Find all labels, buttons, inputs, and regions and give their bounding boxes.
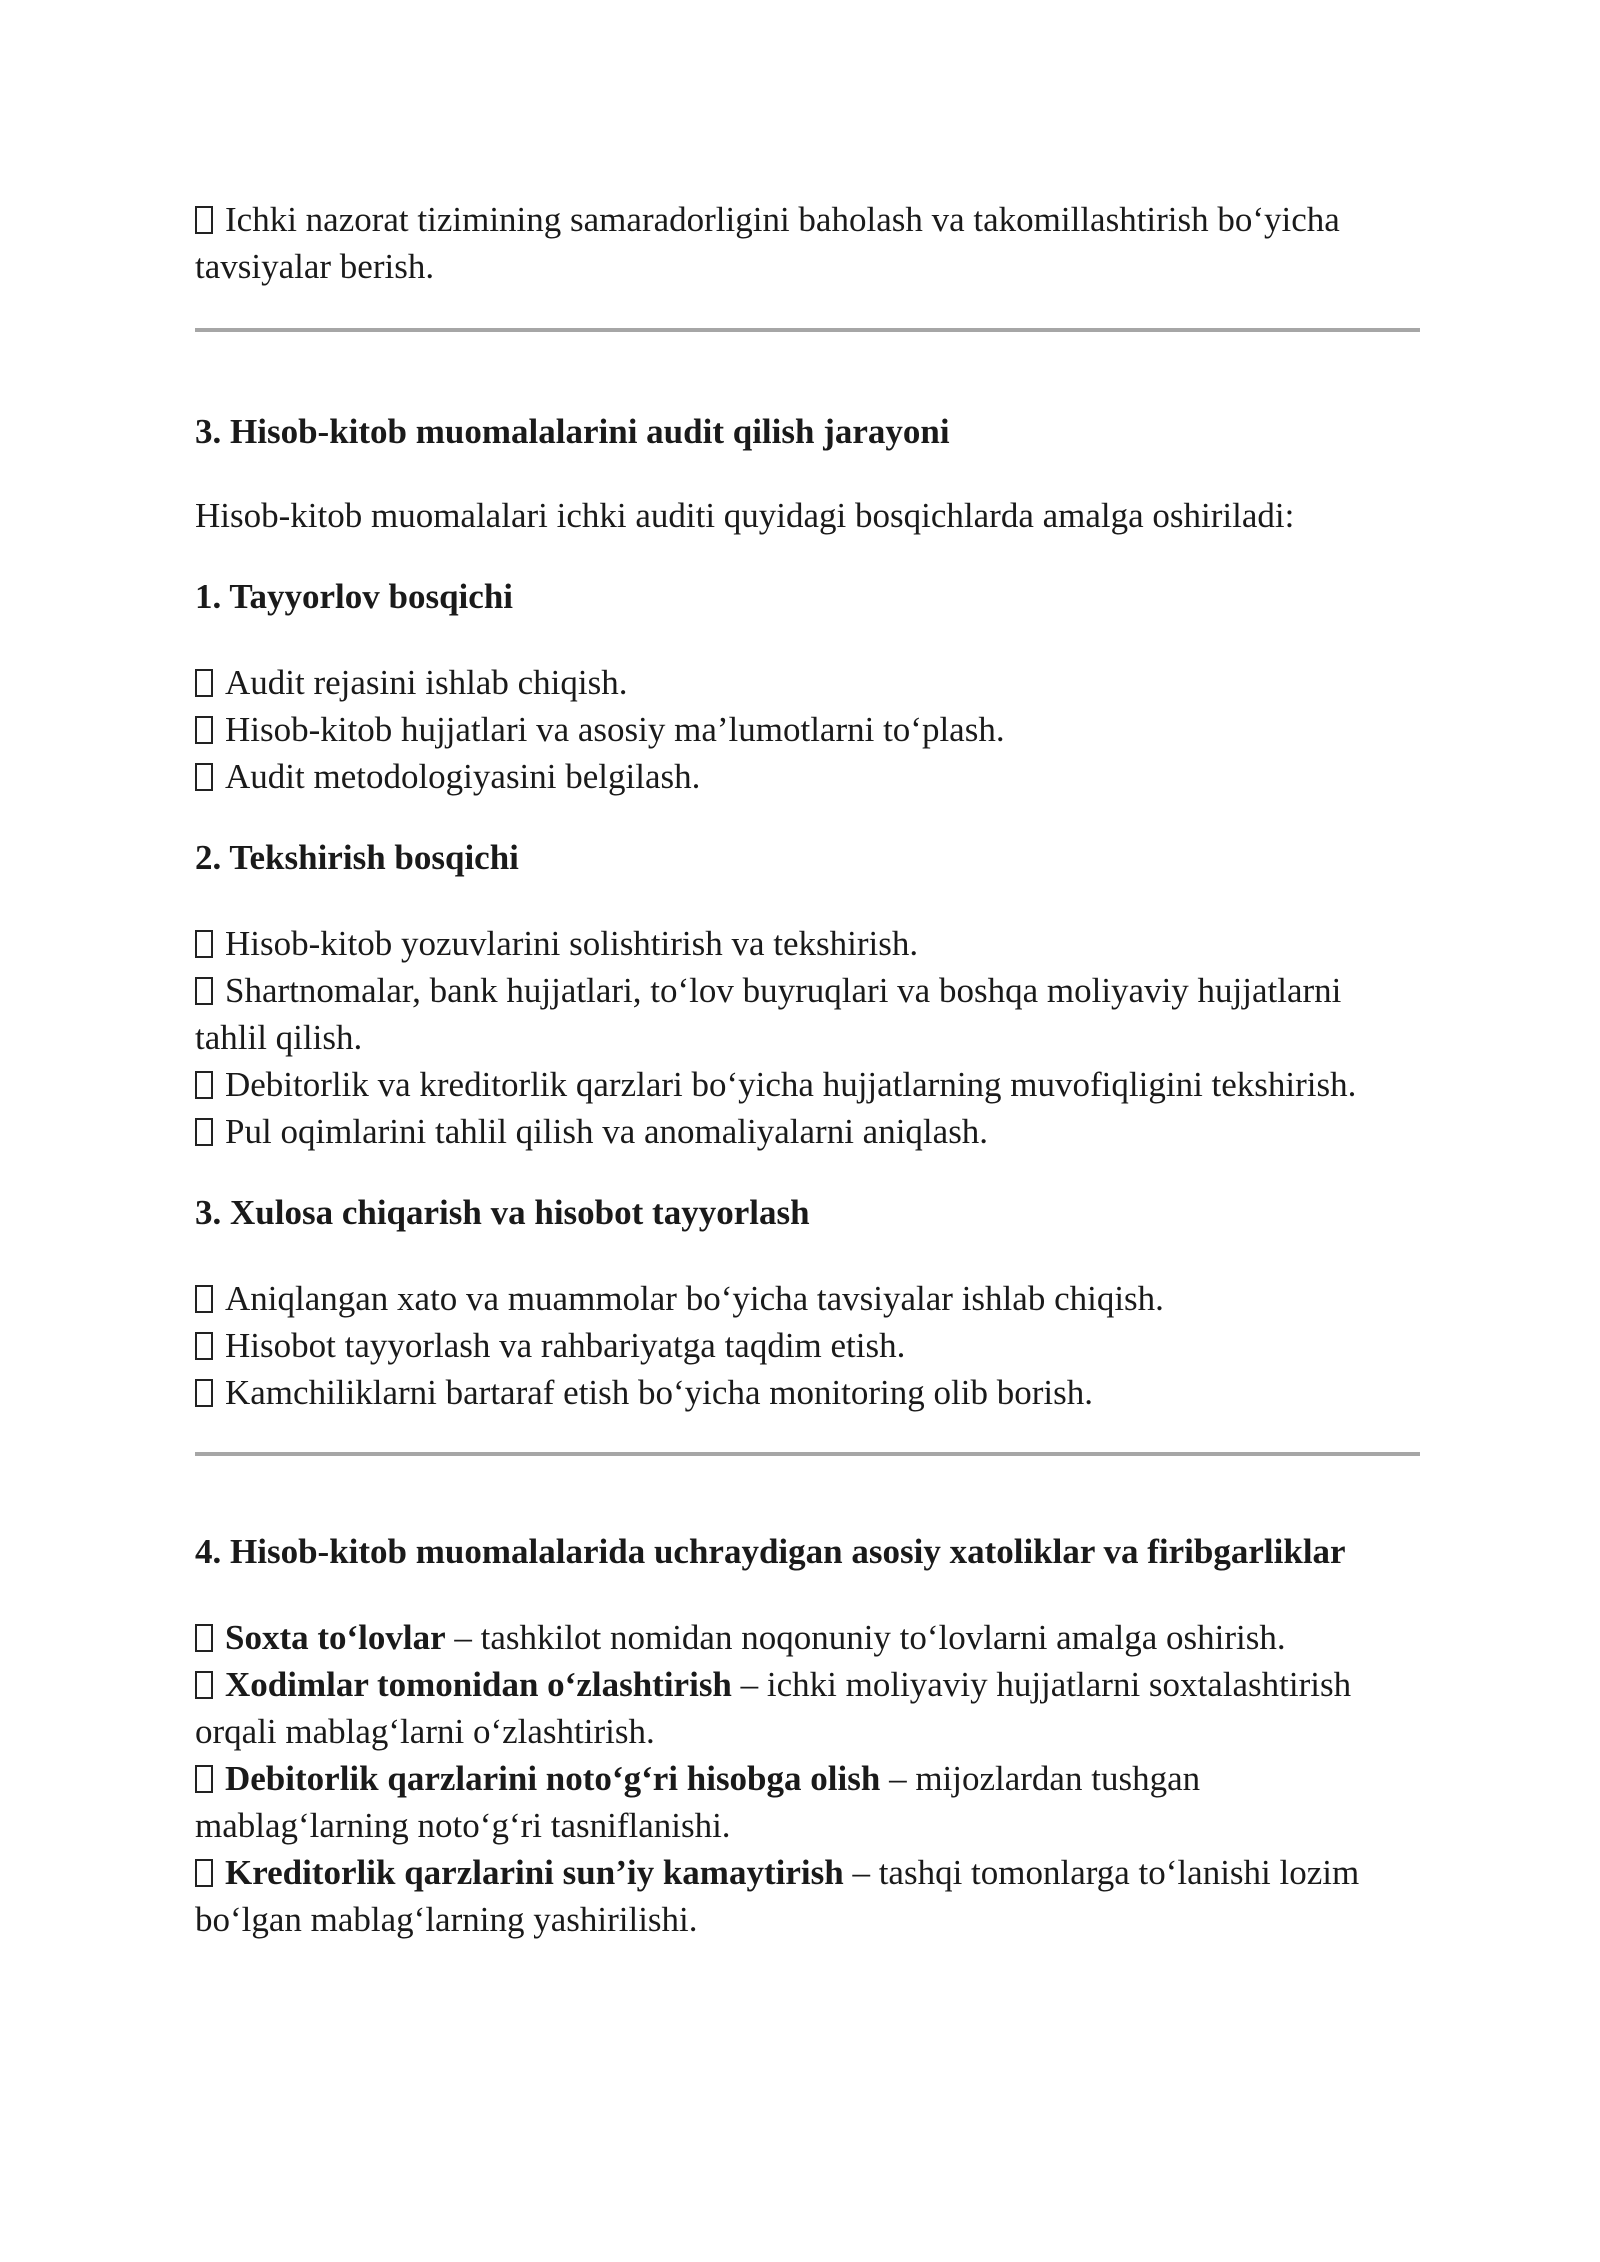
- list-item-term: Kreditorlik qarzlarini sun’iy kamaytirish: [225, 1853, 844, 1892]
- list-item: [195, 1275, 1420, 1322]
- intro-item-text: Ichki nazorat tizimining samaradorligini baholash va takomillashtirish bo‘yicha tavsiyalar berish.: [195, 200, 1340, 286]
- list-item-desc: – ichki moliyaviy hujjatlarni soxtalashtirish orqali mablag‘larni o‘zlashtirish.: [195, 1665, 1352, 1751]
- stage-1-title: 1. Tayyorlov bosqichi: [195, 577, 514, 616]
- list-item: [195, 967, 1420, 1061]
- section-3-intro: Hisob-kitob muomalalari ichki auditi quyidagi bosqichlarda amalga oshiriladi:: [195, 496, 1295, 535]
- list-item: [195, 920, 1420, 967]
- bullet-icon: [195, 1071, 213, 1099]
- list-item: [195, 1661, 1420, 1755]
- list-item-term: Soxta to‘lovlar: [225, 1618, 446, 1657]
- section-3-heading: 3. Hisob-kitob muomalalarini audit qilish jarayoni: [195, 412, 950, 451]
- list-item-text: Kamchiliklarni bartaraf etish bo‘yicha monitoring olib borish.: [225, 1373, 1093, 1412]
- list-item: [195, 753, 1420, 800]
- bullet-icon: [195, 1859, 213, 1887]
- bullet-icon: [195, 1118, 213, 1146]
- bullet-icon: [195, 1765, 213, 1793]
- bullet-icon: [195, 716, 213, 744]
- bullet-icon: [195, 1671, 213, 1699]
- bullet-icon: [195, 1379, 213, 1407]
- section-4-list: [195, 1614, 1420, 1943]
- document-page: [195, 196, 1420, 1943]
- list-item-text: Aniqlangan xato va muammolar bo‘yicha tavsiyalar ishlab chiqish.: [225, 1279, 1164, 1318]
- list-item: [195, 1108, 1420, 1155]
- bullet-icon: [195, 930, 213, 958]
- list-item: [195, 1614, 1420, 1661]
- list-item: [195, 706, 1420, 753]
- list-item-text: Audit metodologiyasini belgilash.: [225, 757, 701, 796]
- list-item: [195, 1322, 1420, 1369]
- bullet-icon: [195, 977, 213, 1005]
- bullet-icon: [195, 1285, 213, 1313]
- list-item-desc: – tashkilot nomidan noqonuniy to‘lovlarni amalga oshirish.: [445, 1618, 1286, 1657]
- list-item-term: Xodimlar tomonidan o‘zlashtirish: [225, 1665, 732, 1704]
- list-item-text: Hisob-kitob hujjatlari va asosiy ma’lumotlarni to‘plash.: [225, 710, 1005, 749]
- horizontal-divider: [195, 328, 1420, 332]
- stage-2-title: 2. Tekshirish bosqichi: [195, 838, 519, 877]
- list-item: [195, 1061, 1420, 1108]
- section-4-heading: 4. Hisob-kitob muomalalarida uchraydigan asosiy xatoliklar va firibgarliklar: [195, 1532, 1346, 1571]
- bullet-icon: [195, 206, 213, 234]
- intro-list-item: [195, 196, 1420, 290]
- stage-2-list: [195, 920, 1420, 1155]
- stage-3-title: 3. Xulosa chiqarish va hisobot tayyorlash: [195, 1193, 810, 1232]
- list-item-text: Hisobot tayyorlash va rahbariyatga taqdim etish.: [225, 1326, 906, 1365]
- list-item-text: Debitorlik va kreditorlik qarzlari bo‘yicha hujjatlarning muvofiqligini tekshirish.: [225, 1065, 1357, 1104]
- list-item-text: Pul oqimlarini tahlil qilish va anomaliyalarni aniqlash.: [225, 1112, 989, 1151]
- bullet-icon: [195, 1332, 213, 1360]
- horizontal-divider: [195, 1452, 1420, 1456]
- bullet-icon: [195, 669, 213, 697]
- list-item-term: Debitorlik qarzlarini noto‘g‘ri hisobga olish: [225, 1759, 881, 1798]
- bullet-icon: [195, 1624, 213, 1652]
- list-item-text: Shartnomalar, bank hujjatlari, to‘lov buyruqlari va boshqa moliyaviy hujjatlarni tahlil qilish.: [195, 971, 1342, 1057]
- list-item-desc: – tashqi tomonlarga to‘lanishi lozim bo‘lgan mablag‘larning yashirilishi.: [195, 1853, 1360, 1939]
- stage-1-list: [195, 659, 1420, 800]
- stage-3-list: [195, 1275, 1420, 1416]
- bullet-icon: [195, 763, 213, 791]
- list-item-text: Hisob-kitob yozuvlarini solishtirish va tekshirish.: [225, 924, 919, 963]
- list-item: [195, 1369, 1420, 1416]
- list-item-desc: – mijozlardan tushgan mablag‘larning noto‘g‘ri tasniflanishi.: [195, 1759, 1201, 1845]
- list-item: [195, 1849, 1420, 1943]
- list-item-text: Audit rejasini ishlab chiqish.: [225, 663, 628, 702]
- list-item: [195, 1755, 1420, 1849]
- list-item: [195, 659, 1420, 706]
